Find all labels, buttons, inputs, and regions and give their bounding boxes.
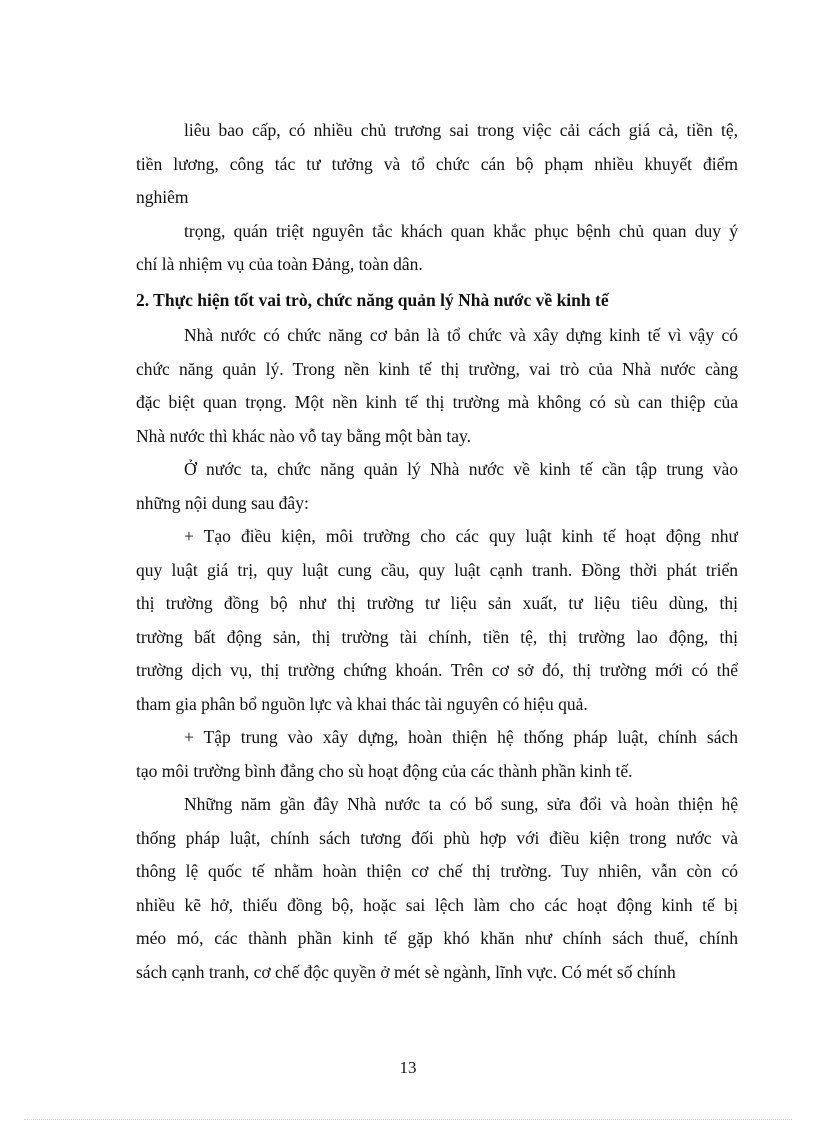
text-line: nhiều kẽ hở, thiếu đồng bộ, hoặc sai lệch làm cho các hoạt động kinh tế bị	[136, 894, 738, 915]
paragraph	[136, 520, 738, 721]
text-line: liêu bao cấp, có nhiều chủ trương sai trong việc cải cách giá cả, tiền tệ,	[184, 120, 738, 140]
text-line: đặc biệt quan trọng. Một nền kinh tế thị trường mà không có sù can thiệp của	[136, 392, 738, 412]
text-line: Ở nước ta, chức năng quản lý Nhà nước về kinh tế cần tập trung vào	[184, 459, 738, 479]
text-line: thống pháp luật, chính sách tương đối phù hợp với điều kiện trong nước và	[136, 827, 738, 848]
text-line: trọng, quán triệt nguyên tắc khách quan khắc phục bệnh chủ quan duy ý	[184, 220, 738, 241]
text-line: chức năng quản lý. Trong nền kinh tế thị trường, vai trò của Nhà nước càng	[136, 358, 738, 379]
text-line: thông lệ quốc tế nhằm hoàn thiện cơ chế thị trường. Tuy nhiên, vẫn còn có	[136, 861, 738, 881]
text-line: tạo môi trường bình đẳng cho sù hoạt động của các thành phần kinh tế.	[136, 760, 633, 781]
page-body	[136, 114, 738, 989]
text-line: chí là nhiệm vụ của toàn Đảng, toàn dân.	[136, 254, 423, 274]
page-bottom-divider	[24, 1119, 792, 1120]
text-line: nghiêm	[136, 187, 189, 207]
section-heading: 2. Thực hiện tốt vai trò, chức năng quản lý Nhà nước về kinh tế	[136, 289, 609, 310]
text-line: Nhà nước thì khác nào vỗ tay bằng một bàn tay.	[136, 425, 471, 446]
page-number: 13	[399, 1058, 417, 1077]
text-line: Những năm gần đây Nhà nước ta có bổ sung, sửa đổi và hoàn thiện hệ	[184, 794, 738, 814]
text-line: trường bất động sản, thị trường tài chính, tiền tệ, thị trường lao động, thị	[136, 626, 738, 647]
paragraph	[136, 319, 738, 453]
paragraph	[136, 453, 738, 520]
text-line: méo mó, các thành phần kinh tế gặp khó khăn như chính sách thuế, chính	[136, 928, 738, 948]
text-line: trường dịch vụ, thị trường chứng khoán. Trên cơ sở đó, thị trường mới có thể	[136, 660, 738, 680]
text-line: thị trường đồng bộ như thị trường tư liệu sản xuất, tư liệu tiêu dùng, thị	[136, 593, 738, 613]
paragraph	[136, 215, 738, 282]
text-line: sách cạnh tranh, cơ chế độc quyền ở mét sè ngành, lĩnh vực. Có mét số chính	[136, 961, 676, 982]
text-line: + Tập trung vào xây dựng, hoàn thiện hệ thống pháp luật, chính sách	[184, 727, 738, 747]
text-line: + Tạo điều kiện, môi trường cho các quy luật kinh tế hoạt động như	[184, 526, 738, 546]
text-line: những nội dung sau đây:	[136, 492, 309, 513]
text-line: tham gia phân bổ nguồn lực và khai thác tài nguyên có hiệu quả.	[136, 693, 588, 714]
text-line: tiền lương, công tác tư tưởng và tổ chức cán bộ phạm nhiều khuyết điểm	[136, 153, 738, 174]
paragraph	[136, 721, 738, 788]
paragraph	[136, 788, 738, 989]
text-line: Nhà nước có chức năng cơ bản là tổ chức và xây dựng kinh tế vì vậy có	[184, 325, 738, 345]
text-line: quy luật giá trị, quy luật cung cầu, quy luật cạnh tranh. Đồng thời phát triển	[136, 559, 738, 580]
paragraph	[136, 114, 738, 215]
